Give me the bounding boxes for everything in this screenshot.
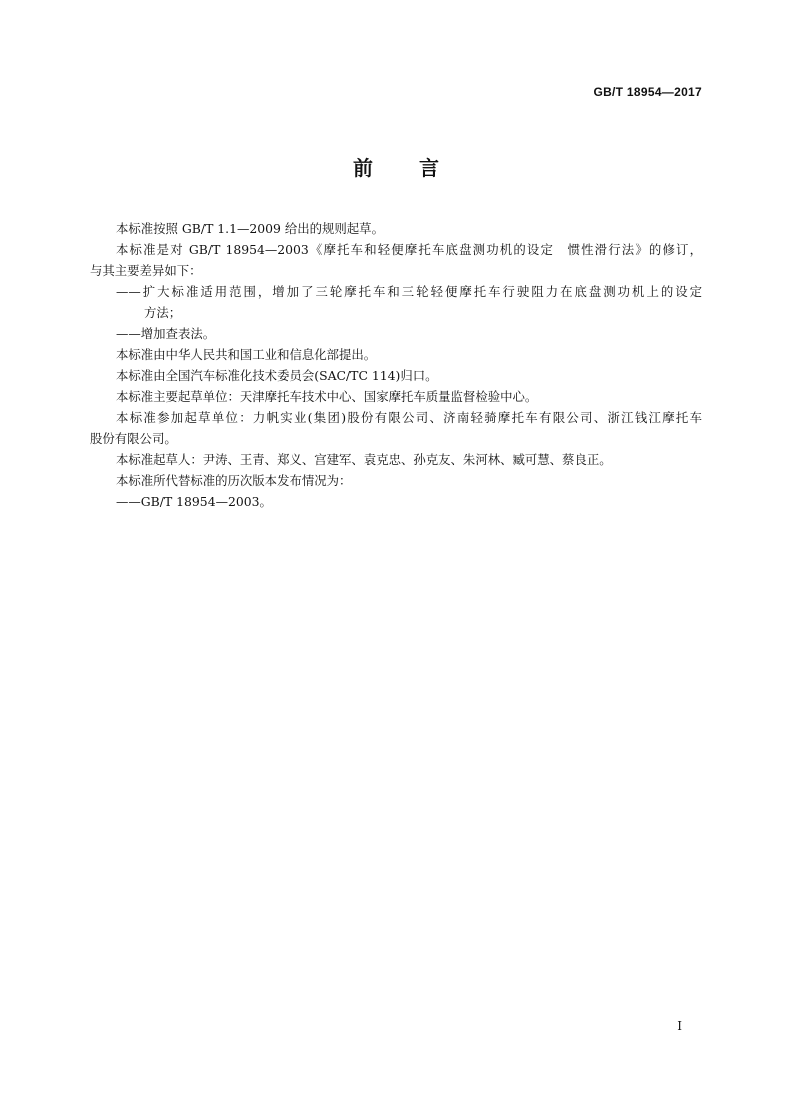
paragraph-under-jurisdiction: 本标准由全国汽车标准化技术委员会(SAC/TC 114)归口。 (116, 368, 438, 383)
paragraph-drafting-rules: 本标准按照 GB/T 1.1—2009 给出的规则起草。 (116, 221, 384, 236)
paragraph-previous-editions: 本标准所代替标准的历次版本发布情况为： (116, 473, 352, 488)
list-item-lookup-table-method: ——增加查表法。 (116, 326, 216, 341)
paragraph-revision-of: 本标准是对 GB/T 18954—2003《摩托车和轻便摩托车底盘测功机的设定 惯性滑行法》的修订， (116, 242, 702, 257)
list-item-expanded-scope: ——扩大标准适用范围，增加了三轮摩托车和三轮轻便摩托车行驶阻力在底盘测功机上的设定 (116, 284, 702, 299)
paragraph-participating-units: 本标准参加起草单位：力帆实业(集团)股份有限公司、济南轻骑摩托车有限公司、浙江钱江摩托车 (116, 410, 702, 425)
paragraph-main-drafting-units: 本标准主要起草单位：天津摩托车技术中心、国家摩托车质量监督检验中心。 (116, 389, 538, 404)
standard-number: GB/T 18954—2017 (593, 85, 702, 99)
list-item-previous-edition: ——GB/T 18954—2003。 (116, 494, 272, 509)
paragraph-proposed-by: 本标准由中华人民共和国工业和信息化部提出。 (116, 347, 377, 362)
page-title: 前言 (353, 156, 485, 180)
paragraph-revision-of-continued: 与其主要差异如下： (90, 263, 202, 278)
foreword-body (90, 218, 702, 512)
paragraph-drafters: 本标准起草人：尹涛、王青、郑义、宫建军、袁克忠、孙克友、朱河林、臧可慧、蔡良正。 (116, 452, 612, 467)
list-item-expanded-scope-continued: 方法； (144, 305, 182, 320)
paragraph-participating-units-continued: 股份有限公司。 (90, 431, 177, 446)
page-number: I (677, 1019, 682, 1033)
